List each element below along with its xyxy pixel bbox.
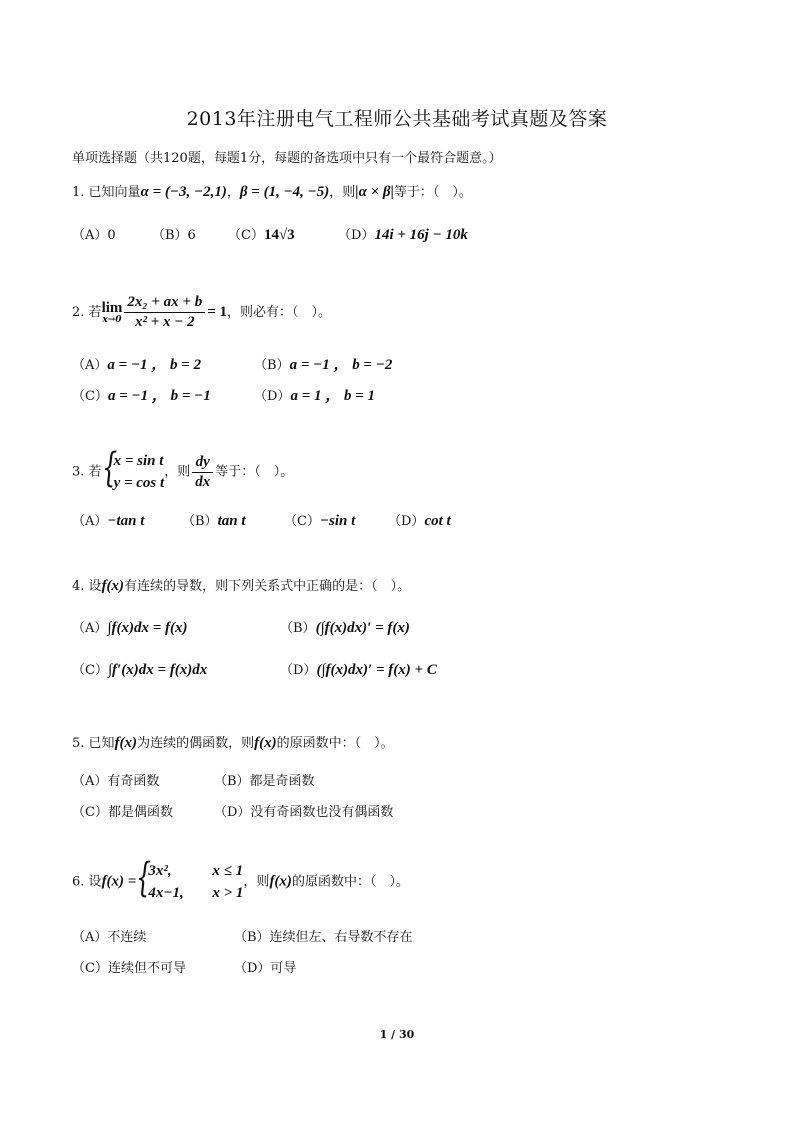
question-5: 5. 已知f(x)为连续的偶函数，则f(x)的原函数中：（ ）。	[72, 735, 394, 751]
q5-option-d: （D）没有奇函数也没有偶函数	[214, 805, 394, 820]
q6-option-d: （D）可导	[234, 961, 297, 976]
question-number: 6.	[72, 874, 85, 890]
intro-text: 单项选择题（共120题，每题1分，每题的备选项中只有一个最符合题意。）	[72, 151, 502, 166]
page-number: 1 / 30	[379, 1028, 415, 1041]
math-beta: β = (1, −4, −5)	[239, 184, 330, 200]
page-title: 2013年注册电气工程师公共基础考试真题及答案	[186, 108, 608, 130]
fraction: $\frac{\text{2x₂ + ax + b}}{\text{x² + x − 2}}$	[124, 294, 205, 331]
question-4: 4. 设f(x)有连续的导数，则下列关系式中正确的是：（ ）。	[72, 578, 411, 594]
limit: lim x→0	[101, 299, 123, 325]
math-cross: |α × β|	[355, 184, 394, 200]
q2-option-b: （B）a = −1 ， b = −2	[254, 357, 393, 373]
q4-option-a: （A）∫f(x)dx = f(x)	[72, 620, 188, 636]
question-number: 2.	[72, 305, 85, 320]
q6-option-c: （C）连续但不可导	[72, 961, 186, 976]
q6-option-b: （B）连续但左、右导数不存在	[234, 930, 413, 945]
question-number: 4.	[72, 579, 85, 594]
q6-option-a: （A）不连续	[72, 930, 147, 945]
question-2: 2. 若lim x→0 $\frac{\text{2x₂ + ax + b}}{\text{x² + x − 2}}$ = 1，则必有：（ ）。	[72, 294, 332, 330]
q5-option-c: （C）都是偶函数	[72, 805, 173, 820]
q3-option-b: （B）tan t	[182, 513, 246, 529]
q1-option-b: （B）6	[152, 228, 196, 243]
question-3: 3. 若 { x = sin t y = cos t ，则 $\frac{dy}{dx}$ 等于：（ ）。	[72, 450, 293, 494]
fraction: $\frac{dy}{dx}$	[192, 454, 213, 491]
q4-option-b: （B）(∫f(x)dx)′ = f(x)	[280, 620, 410, 636]
q2-option-a: （A）a = −1 ， b = 2	[72, 357, 202, 373]
math-alpha: α = (−3, −2,1)	[140, 184, 227, 200]
q2-option-c: （C）a = −1 ， b = −1	[72, 388, 211, 404]
q4-option-d: （D）(∫f(x)dx)′ = f(x) + C	[280, 662, 437, 678]
q1-option-a: （A）0	[72, 228, 116, 243]
q3-option-d: （D）cot t	[388, 513, 451, 529]
q1-option-d: （D）14i + 16j − 10k	[338, 227, 468, 243]
q1-option-c: （C）14√3	[228, 227, 295, 243]
equation-system: { x = sin t y = cos t	[101, 445, 165, 491]
question-1: 1. 已知向量α = (−3, −2,1)，β = (1, −4, −5)，则|α × β|等于：（ ）。	[72, 184, 472, 200]
q3-option-c: （C）−sin t	[284, 513, 356, 529]
question-6: 6. 设f(x) = { 3x², x ≤ 1 4x−1, x > 1 ，则f(x)的原函数中：（ ）。	[72, 860, 409, 904]
q5-option-b: （B）都是奇函数	[214, 774, 315, 789]
q2-option-d: （D）a = 1 ， b = 1	[254, 388, 376, 404]
q4-option-c: （C）∫f′(x)dx = f(x)dx	[72, 662, 208, 678]
question-number: 3.	[72, 464, 85, 480]
q5-option-a: （A）有奇函数	[72, 774, 160, 789]
piecewise-function: { 3x², x ≤ 1 4x−1, x > 1	[136, 855, 244, 901]
q3-option-a: （A）−tan t	[72, 513, 145, 529]
question-number: 5.	[72, 736, 85, 751]
question-number: 1.	[72, 185, 85, 200]
